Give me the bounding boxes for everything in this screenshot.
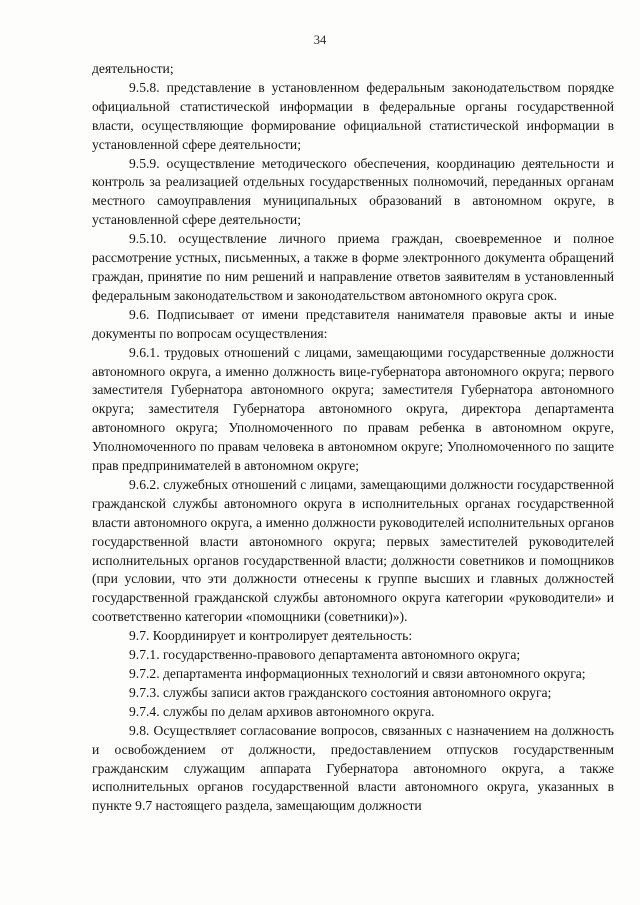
paragraph: 9.5.8. представление в установленном федеральным законодательством порядке официальной статистической информации в федеральные органы государственной власти, осуществляющие формирование официальной статистической информации в установленной сфере деятельности;: [92, 79, 614, 152]
paragraph: 9.6. Подписывает от имени представителя нанимателя правовые акты и иные документы по вопросам осуществления:: [92, 306, 614, 341]
paragraph: 9.7.2. департамента информационных технологий и связи автономного округа;: [129, 666, 586, 681]
paragraph: 9.7.4. службы по делам архивов автономного округа.: [129, 703, 435, 719]
paragraph: деятельности;: [92, 61, 174, 76]
page-number: 34: [313, 33, 327, 47]
paragraph: 9.6.1. трудовых отношений с лицами, замещающими государственные должности автономного округа, а именно должность вице-губернатора автономного округа; первого заместителя Губернатора автономного округа; заместителя Губернатора автономного округа; заместителя Губернатора автономного округа, директора департамента автономного округа; Уполномоченного по правам ребенка в автономном округе, Уполномоченного по правам человека в автономном округе; Уполномоченного по защите прав предпринимателей в автономном округе;: [92, 344, 614, 474]
paragraph: 9.8. Осуществляет согласование вопросов, связанных с назначением на должность и освобождением от должности, предоставлением отпусков государственным гражданским служащим аппарата Губернатора автономного округа, а также исполнительных органов государственной власти автономного округа, указанных в пункте 9.7 настоящего раздела, замещающим должности: [92, 722, 614, 814]
document-body: [92, 60, 614, 816]
paragraph: 9.7.1. государственно-правового департамента автономного округа;: [129, 647, 521, 663]
paragraph: 9.5.10. осуществление личного приема граждан, своевременное и полное рассмотрение устных, письменных, а также в форме электронного документа обращений граждан, принятие по ним решений и направление ответов заявителям в установленный федеральным законодательством и законодательством автономного округа срок.: [92, 231, 614, 303]
paragraph: 9.5.9. осуществление методического обеспечения, координацию деятельности и контроль за реализацией отдельных государственных полномочий, переданных органам местного самоуправления муниципальных образований в автономном округе, в установленной сфере деятельности;: [92, 155, 614, 228]
paragraph: 9.6.2. служебных отношений с лицами, замещающими должности государственной гражданской службы автономного округа в исполнительных органах государственной власти автономного округа, а именно должности руководителей исполнительных органов государственной власти автономного округа; первых заместителей руководителей исполнительных органов государственной власти; должности советников и помощников (при условии, что эти должности отнесены к группе высших и главных должностей государственной гражданской службы автономного округа категории «руководители» и соответственно категории «помощники (советники)»).: [92, 476, 614, 625]
paragraph: 9.7.3. службы записи актов гражданского состояния автономного округа;: [129, 684, 552, 700]
paragraph: 9.7. Координирует и контролирует деятельность:: [129, 628, 413, 644]
